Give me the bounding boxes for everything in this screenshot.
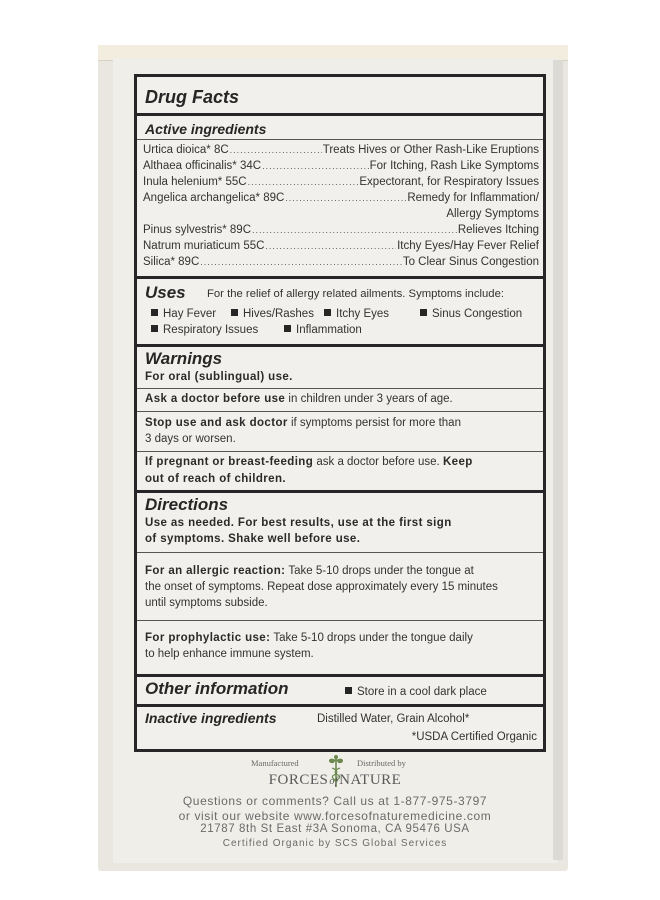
drug-facts-panel [134,74,546,752]
title-rule [137,113,543,116]
warning-ask-doctor: Ask a doctor before use in children under 3 years of age. [145,393,453,405]
warning-stop-use: Stop use and ask doctor if symptoms persist for more than [145,417,461,429]
certified-line: Certified Organic by SCS Global Services [222,838,448,849]
uses-intro: For the relief of allergy related ailments. Symptoms include: [207,288,504,300]
symptom-item: Hay Fever [151,308,216,320]
warning-keep-away: out of reach of children. [145,473,286,485]
directions-heading: Directions [145,495,229,514]
directions-prophylactic: For prophylactic use: Take 5-10 drops under the tongue daily [145,632,473,644]
symptom-item: Inflammation [284,324,362,336]
website-line: or visit our website www.forcesofnaturemedicine.com [178,809,492,823]
directions-rule [137,490,543,493]
directions-divider [137,620,543,621]
inactive-rule [137,704,543,707]
warning-pregnant: If pregnant or breast-feeding ask a doctor before use. Keep [145,456,473,468]
directions-allergic-cont: the onset of symptoms. Repeat dose approximately every 15 minutes [145,581,498,593]
active-rule [137,139,543,140]
directions-prophylactic-cont: to help enhance immune system. [145,648,314,660]
active-ingredient-row: Angelica archangelica* 89C ..... Remedy for Inflammation/ [143,192,539,204]
directions-divider [137,552,543,553]
distributed-label: Distributed by [357,758,406,768]
warning-stop-use-cont: 3 days or worsen. [145,433,236,445]
symptom-item: Itchy Eyes [324,308,389,320]
directions-line: of symptoms. Shake well before use. [145,533,361,545]
inactive-ingredients-heading: Inactive ingredients [145,710,277,726]
drug-facts-title: Drug Facts [145,87,240,107]
manufacturer-block [113,756,557,796]
active-ingredients-heading: Active ingredients [145,121,267,137]
manufactured-label: Manufactured [251,758,299,768]
warnings-divider [137,388,543,389]
symptom-item: Sinus Congestion [420,308,522,320]
directions-line: Use as needed. For best results, use at the first sign [145,517,452,529]
inactive-ingredients-text: Distilled Water, Grain Alcohol* [317,713,470,725]
directions-allergic: For an allergic reaction: Take 5-10 drops under the tongue at [145,565,474,577]
active-ingredient-row: Natrum muriaticum 55C ..... Itchy Eyes/Hay Fever Relief [143,240,539,252]
warnings-divider [137,451,543,452]
uses-rule [137,276,543,279]
active-ingredient-row: Inula helenium* 55C ..... Expectorant, for Respiratory Issues [143,176,539,188]
active-ingredient-row: Althaea officinalis* 34C ..... For Itching, Rash Like Symptoms [143,160,539,172]
other-info-heading: Other information [145,679,289,698]
warnings-heading: Warnings [145,349,223,368]
questions-line: Questions or comments? Call us at 1-877-975-3797 [182,794,488,808]
active-ingredient-continuation: Allergy Symptoms [446,208,539,220]
warnings-divider [137,411,543,412]
warning-oral-use: For oral (sublingual) use. [145,371,293,383]
organic-note: *USDA Certified Organic [411,731,537,743]
symptom-item: Respiratory Issues [151,324,258,336]
warnings-rule [137,344,543,347]
box-side-shade [553,60,563,860]
other-info-item: Store in a cool dark place [345,686,487,698]
other-info-rule [137,674,543,677]
directions-allergic-cont: until symptoms subside. [145,597,268,609]
symptom-item: Hives/Rashes [231,308,314,320]
address-line: 21787 8th St East #3A Sonoma, CA 95476 USA [200,823,470,835]
brand-logo: FORCESofNATURE [268,772,402,788]
uses-heading: Uses [145,283,186,302]
active-ingredient-row: Silica* 89C ..... To Clear Sinus Congestion [143,256,539,268]
active-ingredient-row: Pinus sylvestris* 89C ..... Relieves Itching [143,224,539,236]
active-ingredient-row: Urtica dioica* 8C ..... Treats Hives or Other Rash-Like Eruptions [143,144,539,156]
